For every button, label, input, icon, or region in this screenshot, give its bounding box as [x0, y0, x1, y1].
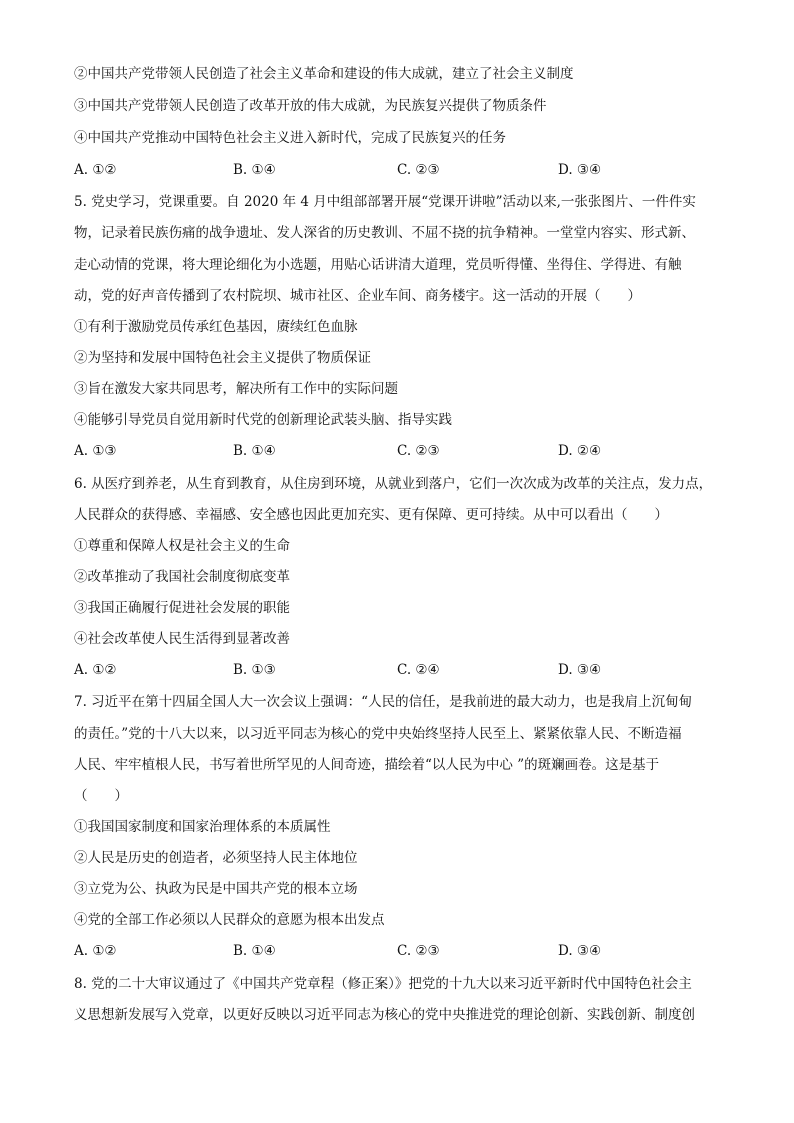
q7-stem-line-2: 的责任。”党的十八大以来，以习近平同志为核心的党中央始终坚持人民至上、紧紧依靠人民、不断造福	[74, 726, 682, 742]
q5-item-4: ④能够引导党员自觉用新时代党的创新理论武装头脑、指导实践	[74, 412, 452, 428]
q4-option-c: C. ②③	[397, 162, 440, 178]
q6-item-4: ④社会改革使人民生活得到显著改善	[74, 631, 290, 647]
q6-stem-line-1: 6. 从医疗到养老，从生育到教育，从住房到环境，从就业到落户，它们一次次成为改革的关注点，发力点，	[74, 476, 713, 492]
q6-option-a: A. ①②	[74, 662, 117, 678]
q8-stem-line-1: 8. 党的二十大审议通过了《中国共产党章程（修正案）》把党的十九大以来习近平新时代中国特色社会主	[74, 976, 692, 992]
q5-item-3: ③旨在激发大家共同思考，解决所有工作中的实际问题	[74, 381, 398, 397]
q4-options	[74, 160, 734, 180]
q7-item-4: ④党的全部工作必须以人民群众的意愿为根本出发点	[74, 912, 385, 928]
q5-option-c: C. ②③	[397, 443, 440, 459]
q7-stem-line-4: （ ）	[74, 788, 128, 804]
q4-item-3: ③中国共产党带领人民创造了改革开放的伟大成就，为民族复兴提供了物质条件	[74, 98, 547, 114]
q7-option-b: B. ①④	[233, 943, 276, 959]
q6-option-b: B. ①③	[233, 662, 276, 678]
q7-item-2: ②人民是历史的创造者，必须坚持人民主体地位	[74, 850, 358, 866]
q5-option-a: A. ①③	[74, 443, 117, 459]
q7-item-3: ③立党为公、执政为民是中国共产党的根本立场	[74, 881, 358, 897]
q7-option-d: D. ③④	[558, 943, 602, 959]
q7-option-c: C. ②③	[397, 943, 440, 959]
q5-option-b: B. ①④	[233, 443, 276, 459]
q7-item-1: ①我国国家制度和国家治理体系的本质属性	[74, 819, 331, 835]
q4-item-4: ④中国共产党推动中国特色社会主义进入新时代，完成了民族复兴的任务	[74, 130, 506, 146]
q6-item-3: ③我国正确履行促进社会发展的职能	[74, 600, 290, 616]
q8-stem-line-2: 义思想新发展写入党章，以更好反映以习近平同志为核心的党中央推进党的理论创新、实践创新、制度创	[74, 1007, 695, 1023]
q7-stem-line-1: 7. 习近平在第十四届全国人大一次会议上强调：“人民的信任，是我前进的最大动力，也是我肩上沉甸甸	[74, 694, 693, 710]
q5-stem-line-2: 物，记录着民族伤痛的战争遗址、发人深省的历史教训、不屈不挠的抗争精神。一堂堂内容实、形式新、	[74, 225, 695, 241]
q5-item-1: ①有利于激励党员传承红色基因，赓续红色血脉	[74, 319, 358, 335]
q4-option-d: D. ③④	[558, 162, 602, 178]
q6-stem-line-2: 人民群众的获得感、幸福感、安全感也因此更加充实、更有保障、更可持续。从中可以看出（ ）	[74, 507, 668, 523]
q5-options	[74, 441, 734, 461]
q7-option-a: A. ①②	[74, 943, 117, 959]
q4-option-b: B. ①④	[233, 162, 276, 178]
q5-item-2: ②为坚持和发展中国特色社会主义提供了物质保证	[74, 350, 371, 366]
q4-item-2: ②中国共产党带领人民创造了社会主义革命和建设的伟大成就，建立了社会主义制度	[74, 66, 574, 82]
q6-option-c: C. ②④	[397, 662, 440, 678]
q6-item-1: ①尊重和保障人权是社会主义的生命	[74, 538, 290, 554]
q6-options	[74, 660, 734, 680]
q6-option-d: D. ③④	[558, 662, 602, 678]
q7-stem-line-3: 人民、牢牢植根人民，书写着世所罕见的人间奇迹，描绘着“以人民为中心 ”的斑斓画卷。这是基于	[74, 757, 660, 773]
q5-stem-line-1: 5. 党史学习，党课重要。自 2020 年 4 月中组部部署开展“党课开讲啦”活动以来,一张张图片、一件件实	[74, 194, 696, 210]
q5-stem-line-4: 动，党的好声音传播到了农村院坝、城市社区、企业车间、商务楼宇。这一活动的开展（ ）	[74, 288, 641, 304]
q5-option-d: D. ②④	[558, 443, 602, 459]
q6-item-2: ②改革推动了我国社会制度彻底变革	[74, 569, 290, 585]
q4-option-a: A. ①②	[74, 162, 117, 178]
q7-options	[74, 941, 734, 961]
q5-stem-line-3: 走心动情的党课，将大理论细化为小选题，用贴心话讲清大道理，党员听得懂、坐得住、学得进、有触	[74, 257, 682, 273]
